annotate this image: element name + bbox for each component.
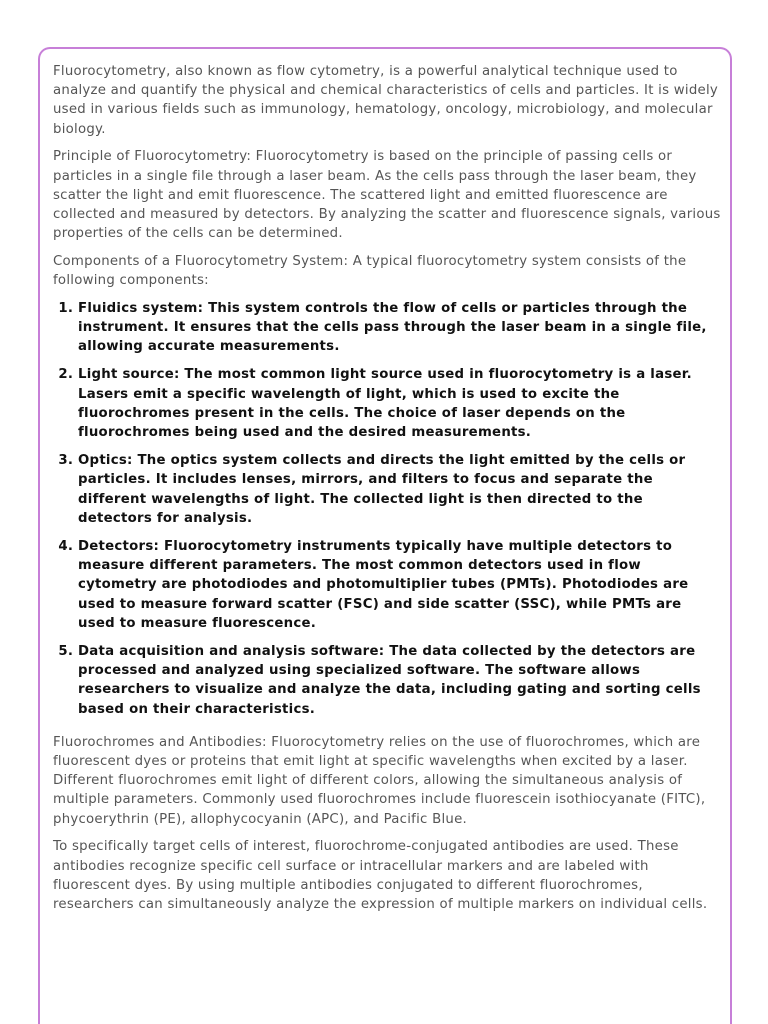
list-item-optics: 3. Optics: The optics system collects and directs the light emitted by the cells or particles. It includes lenses, mirrors, and filters to focus and separate the different wavelengths of light. The collected light is then directed to the detectors for analysis. [78,451,721,528]
list-item-light-source: 2. Light source: The most common light source used in fluorocytometry is a laser. Lasers emit a specific wavelength of light, which is used to excite the fluorochromes present in the cells. The choice of laser depends on the fluorochromes being used and the desired measurements. [78,365,721,442]
document-body [53,62,721,923]
fluorochromes-paragraph: Fluorochromes and Antibodies: Fluorocytometry relies on the use of fluorochromes, which are fluorescent dyes or proteins that emit light at specific wavelengths when excited by a laser. Different fluorochromes emit light of different colors, allowing the simultaneous analysis of multiple parameters. Commonly used fluorochromes include fluorescein isothiocyanate (FITC), phycoerythrin (PE), allophycocyanin (APC), and Pacific Blue. [53,734,706,827]
list-item-software: 5. Data acquisition and analysis software: The data collected by the detectors are processed and analyzed using specialized software. The software allows researchers to visualize and analyze the data, including gating and sorting cells based on their characteristics. [78,642,721,719]
components-intro-paragraph: Components of a Fluorocytometry System: A typical fluorocytometry system consists of the following components: [53,253,687,289]
components-list [53,299,721,719]
list-item-detectors: 4. Detectors: Fluorocytometry instruments typically have multiple detectors to measure different parameters. The most common detectors used in flow cytometry are photodiodes and photomultiplier tubes (PMTs). Photodiodes are used to measure forward scatter (FSC) and side scatter (SSC), while PMTs are used to measure fluorescence. [78,537,721,633]
antibodies-paragraph: To specifically target cells of interest, fluorochrome-conjugated antibodies are used. These antibodies recognize specific cell surface or intracellular markers and are labeled with fluorescent dyes. By using multiple antibodies conjugated to different fluorochromes, researchers can simultaneously analyze the expression of multiple markers on individual cells. [53,839,708,912]
principle-paragraph: Principle of Fluorocytometry: Fluorocytometry is based on the principle of passing cells or particles in a single file through a laser beam. As the cells pass through the laser beam, they scatter the light and emit fluorescence. The scattered light and emitted fluorescence are collected and measured by detectors. By analyzing the scatter and fluorescence signals, various properties of the cells can be determined. [53,149,721,242]
intro-paragraph: Fluorocytometry, also known as flow cytometry, is a powerful analytical technique used to analyze and quantify the physical and chemical characteristics of cells and particles. It is widely used in various fields such as immunology, hematology, oncology, microbiology, and molecular biology. [53,64,719,137]
list-item-fluidics: 1. Fluidics system: This system controls the flow of cells or particles through the instrument. It ensures that the cells pass through the laser beam in a single file, allowing accurate measurements. [78,299,721,357]
